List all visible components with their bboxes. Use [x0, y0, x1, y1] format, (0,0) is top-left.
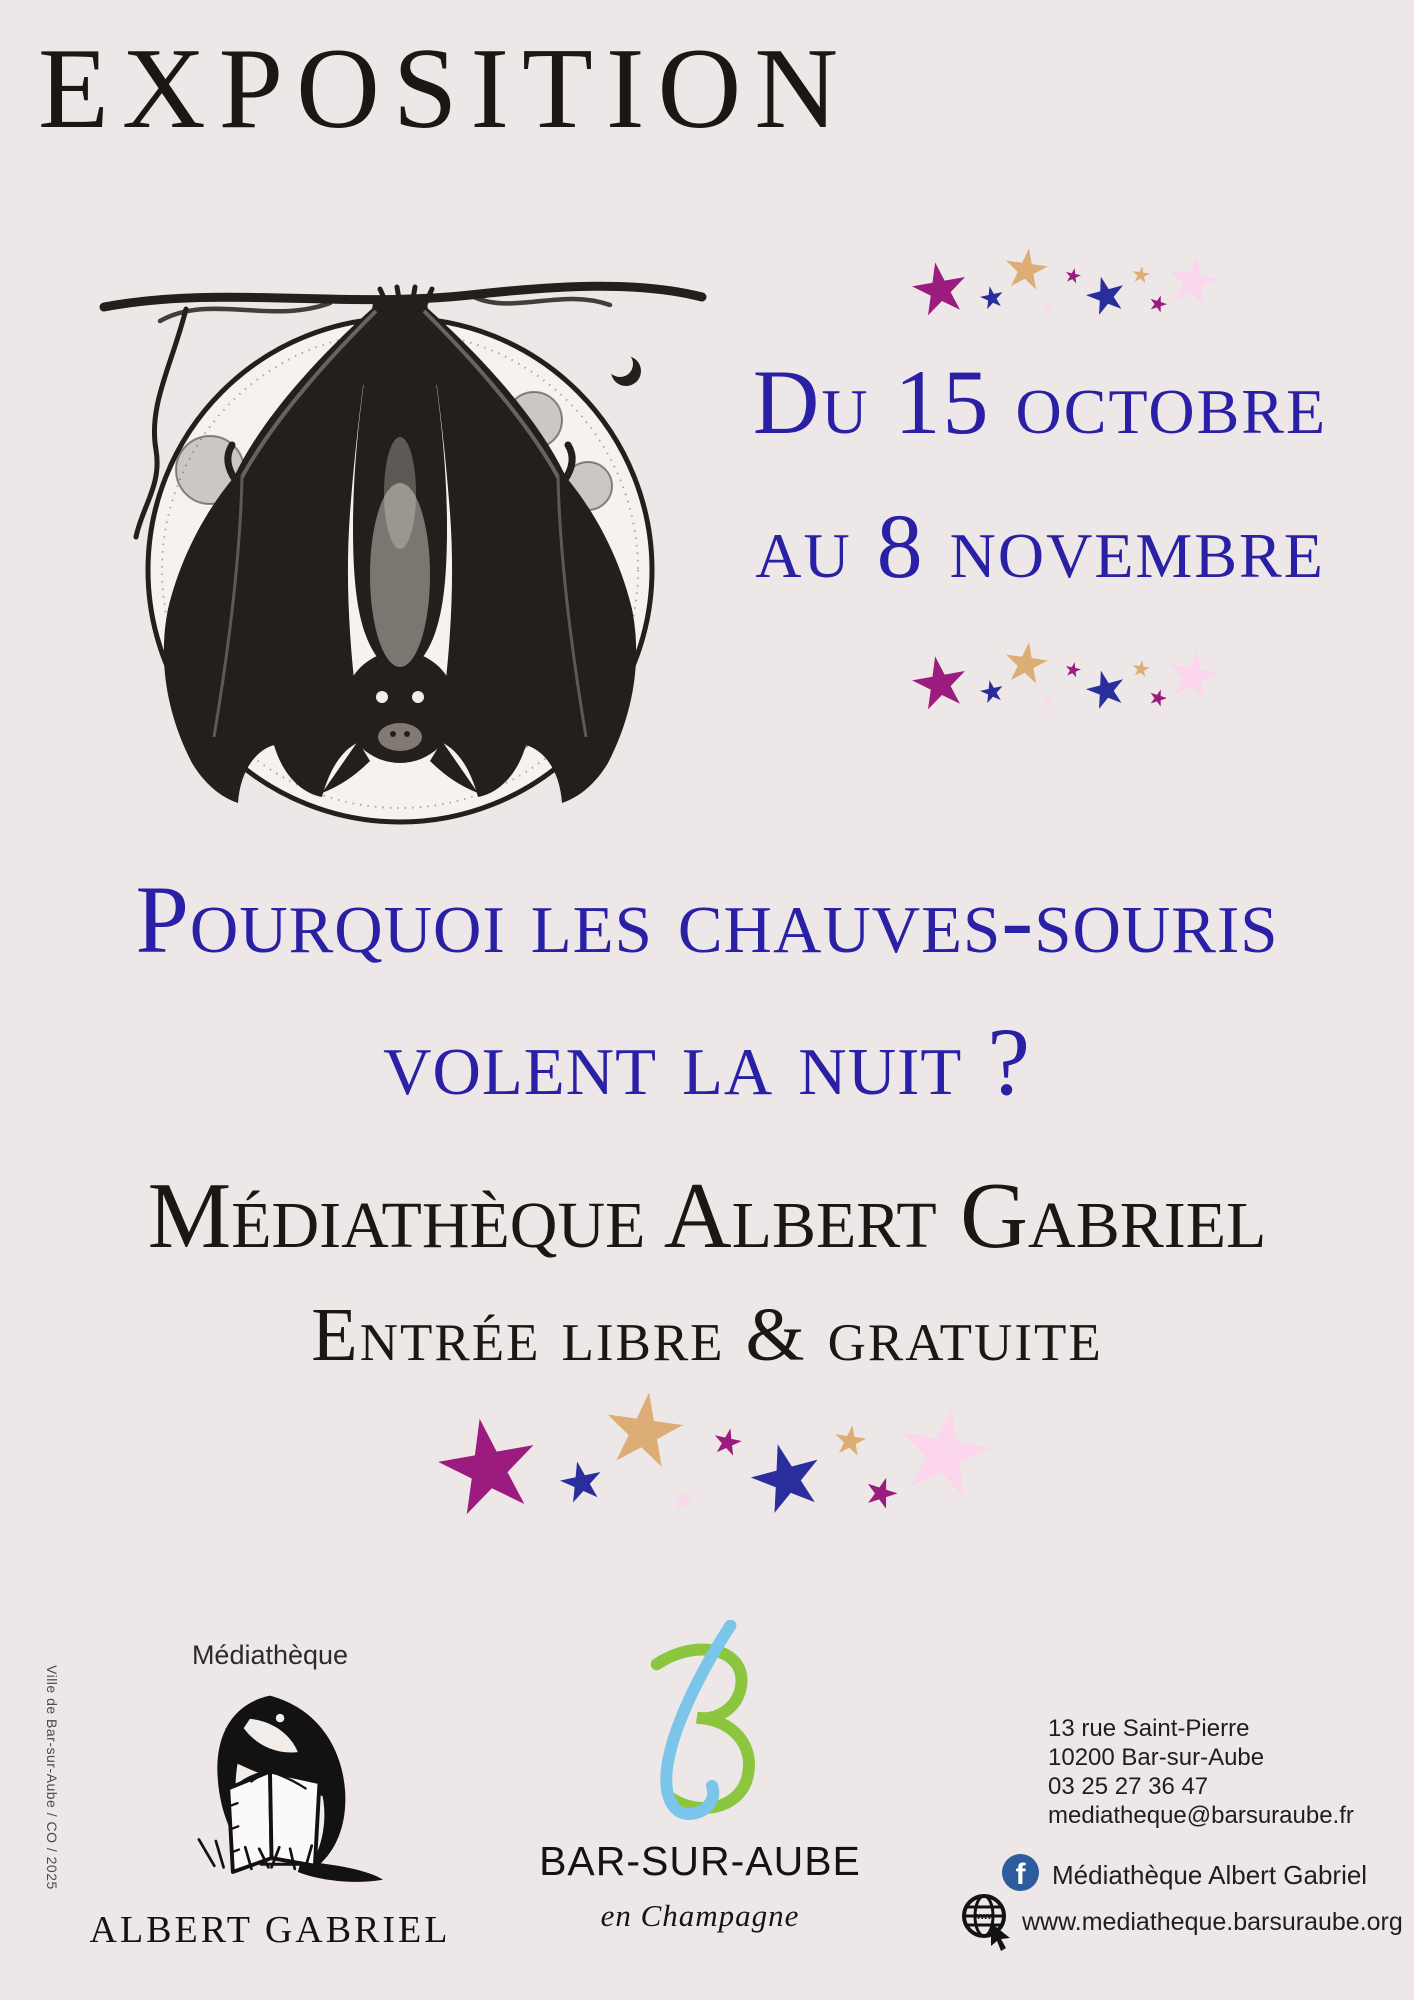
contact-email: mediatheque@barsuraube.fr	[1048, 1802, 1354, 1829]
facebook-f-glyph: f	[1015, 1858, 1026, 1891]
star-icon	[1042, 696, 1054, 708]
star-icon	[598, 1387, 687, 1476]
admission-info: Entrée libre & gratuite	[311, 1293, 1103, 1377]
credit-vertical-text: Ville de Bar-sur-Aube / CO / 2025	[44, 1665, 60, 1890]
venue-name: Médiathèque Albert Gabriel	[147, 1164, 1267, 1268]
star-icon	[743, 1435, 831, 1523]
star-icon	[860, 1473, 901, 1514]
b-swoosh-icon	[615, 1620, 785, 1832]
contact-phone: 03 25 27 36 47	[1048, 1773, 1209, 1800]
star-icon	[1131, 659, 1151, 679]
star-icon	[711, 1426, 745, 1460]
city-logo-b-swoosh	[615, 1620, 785, 1832]
library-logo-label: Médiathèque	[191, 1640, 349, 1670]
globe-cursor-icon	[958, 1890, 1018, 1952]
facebook-icon	[1002, 1854, 1039, 1891]
crescent-moon-icon	[607, 351, 641, 386]
website-url: www.mediatheque.barsuraube.org	[1022, 1908, 1403, 1936]
star-icon	[1082, 272, 1131, 321]
poster-title: EXPOSITION	[38, 25, 852, 153]
star-icon	[978, 678, 1006, 706]
website-globe-icon	[958, 1890, 1018, 1952]
star-icon	[1064, 661, 1083, 680]
star-icon	[430, 1410, 547, 1527]
book-left-page	[228, 1771, 271, 1872]
date-line-1: Du 15 octobre	[752, 351, 1328, 453]
headline-line-2: volent la nuit ?	[383, 1008, 1031, 1115]
star-icon	[672, 1490, 694, 1512]
bird-reading-book-icon	[120, 1674, 420, 1906]
city-logo-name: BAR-SUR-AUBE	[539, 1838, 861, 1884]
star-icon	[1001, 245, 1051, 295]
bird-eye	[276, 1714, 285, 1723]
library-logo-name: ALBERT GABRIEL	[89, 1909, 451, 1951]
star-icon	[1163, 646, 1223, 706]
star-icon	[978, 284, 1006, 312]
city-logo-tagline: en Champagne	[600, 1898, 800, 1933]
star-icon	[908, 652, 973, 717]
bat-moon-illustration	[90, 245, 710, 845]
facebook-page-name: Médiathèque Albert Gabriel	[1052, 1860, 1368, 1890]
globe-www-glyph: www	[973, 1911, 995, 1921]
star-icon	[1082, 666, 1131, 715]
star-icon	[1042, 302, 1054, 314]
date-line-2: au 8 novembre	[755, 495, 1325, 597]
star-icon	[832, 1423, 869, 1460]
star-icon	[1131, 265, 1151, 285]
contact-block	[1048, 1714, 1408, 1830]
star-icon	[1163, 252, 1223, 312]
contact-address-line2: 10200 Bar-sur-Aube	[1048, 1744, 1265, 1771]
star-icon	[1147, 687, 1170, 710]
star-icon	[908, 258, 973, 323]
library-bird-logo	[120, 1674, 420, 1906]
star-icon	[1001, 639, 1051, 689]
bat-illustration-svg	[90, 245, 710, 845]
contact-address-line1: 13 rue Saint-Pierre	[1048, 1715, 1250, 1742]
star-icon	[1064, 267, 1083, 286]
star-icon	[890, 1399, 998, 1507]
star-icon	[1147, 293, 1170, 316]
headline-line-1: Pourquoi les chauves-souris	[135, 866, 1279, 973]
star-icon	[556, 1457, 607, 1508]
